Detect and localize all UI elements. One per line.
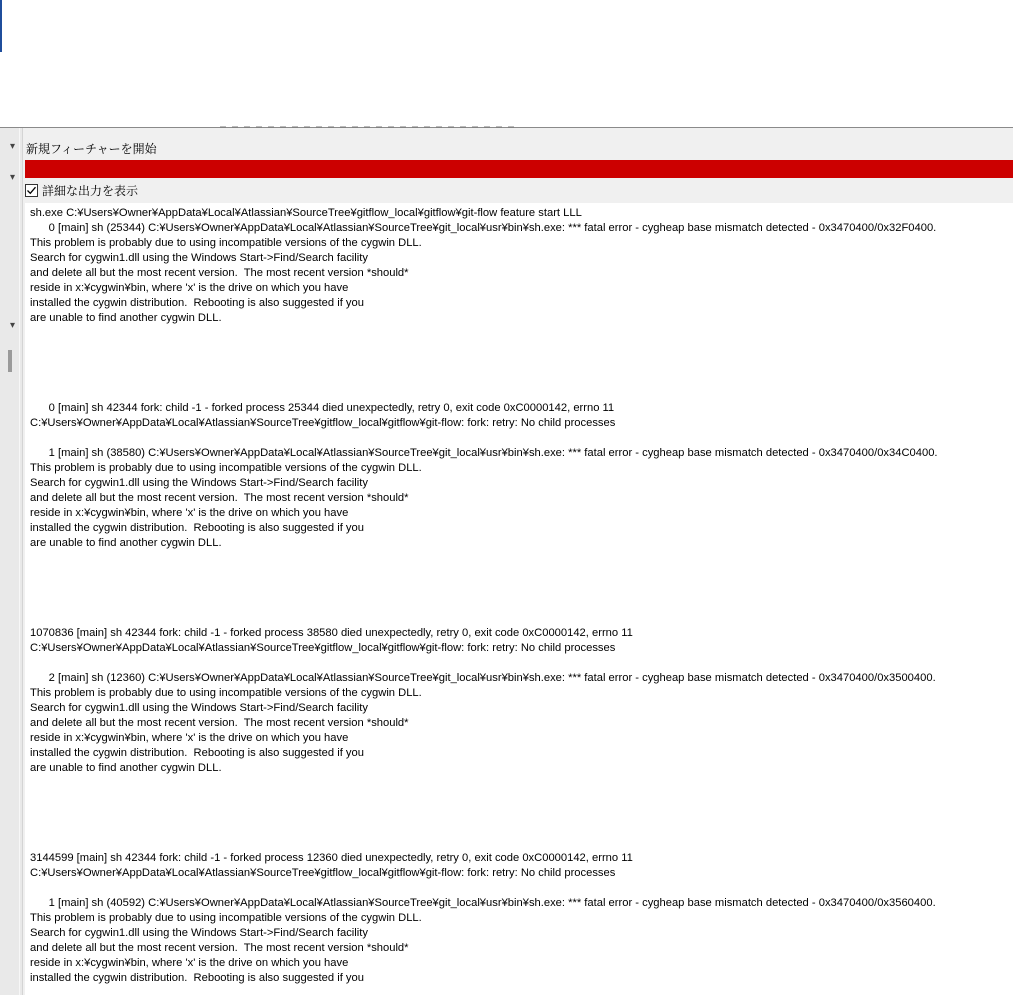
checkmark-icon: [26, 185, 37, 196]
verbose-output-checkbox[interactable]: [25, 181, 138, 199]
window-accent-bar: [0, 0, 2, 52]
verbose-output-label: 詳細な出力を表示: [42, 183, 139, 198]
chevron-down-icon: ▾: [10, 172, 16, 183]
chevron-down-icon: ▾: [10, 141, 16, 152]
chevron-down-icon: ▾: [10, 320, 16, 331]
background-window-area: [0, 0, 1013, 127]
scroll-indicator: [8, 350, 12, 372]
progress-bar: [25, 160, 1013, 178]
output-log-text: sh.exe C:¥Users¥Owner¥AppData¥Local¥Atlassian¥SourceTree¥gitflow_local¥gitflow¥git-flow feature start LLL 0 [main] sh (25344) C:¥Users¥Owner¥AppData¥Local¥Atlassian¥SourceTree¥git_local¥usr¥bin¥sh.exe: *** fatal error - cygheap base mismatch detected - 0x3470400/0x32F0400. This problem is probably due to using incompatible versions of the cygwin DLL. Search for cygwin1.dll using the Windows Start->Find/Search facility and delete all but the most recent version. The most recent version *should* reside in x:¥cygwin¥bin, where 'x' is the drive on which you have installed the cygwin distribution. Rebooting is also suggested if you are unable to find another cygwin DLL. 0 [main] sh 42344 fork: child -1 - forked process 25344 died unexpectedly, retry 0, exit code 0xC0000142, errno 11 C:¥Users¥Owner¥AppData¥Local¥Atlassian¥SourceTree¥gitflow_local¥gitflow¥git-flow: fork: retry: No child processes 1 [main] sh (38580) C:¥Users¥Owner¥AppData¥Local¥Atlassian¥SourceTree¥git_local¥usr¥bin¥sh.exe: *** fatal error - cygheap base mismatch detected - 0x3470400/0x34C0400. This problem is probably due to using incompatible versions of the cygwin DLL. Search for cygwin1.dll using the Windows Start->Find/Search facility and delete all but the most recent version. The most recent version *should* reside in x:¥cygwin¥bin, where 'x' is the drive on which you have installed the cygwin distribution. Rebooting is also suggested if you are unable to find another cygwin DLL. 1070836 [main] sh 42344 fork: child -1 - forked process 38580 died unexpectedly, retry 0, exit code 0xC0000142, errno 11 C:¥Users¥Owner¥AppData¥Local¥Atlassian¥SourceTree¥gitflow_local¥gitflow¥git-flow: fork: retry: No child processes 2 [main] sh (12360) C:¥Users¥Owner¥AppData¥Local¥Atlassian¥SourceTree¥git_local¥usr¥bin¥sh.exe: *** fatal error - cygheap base mismatch detected - 0x3470400/0x3500400. This problem is probably due to using incompatible versions of the cygwin DLL. Search for cygwin1.dll using the Windows Start->Find/Search facility and delete all but the most recent version. The most recent version *should* reside in x:¥cygwin¥bin, where 'x' is the drive on which you have installed the cygwin distribution. Rebooting is also suggested if you are unable to find another cygwin DLL. 3144599 [main] sh 42344 fork: child -1 - forked process 12360 died unexpectedly, retry 0, exit code 0xC0000142, errno 11 C:¥Users¥Owner¥AppData¥Local¥Atlassian¥SourceTree¥gitflow_local¥gitflow¥git-flow: fork: retry: No child processes 1 [main] sh (40592) C:¥Users¥Owner¥AppData¥Local¥Atlassian¥SourceTree¥git_local¥usr¥bin¥sh.exe: *** fatal error - cygheap base mismatch detected - 0x3470400/0x3560400. This problem is probably due to using incompatible versions of the cygwin DLL. Search for cygwin1.dll using the Windows Start->Find/Search facility and delete all but the most recent version. The most recent version *should* reside in x:¥cygwin¥bin, where 'x' is the drive on which you have installed the cygwin distribution. Rebooting is also suggested if you: [30, 207, 938, 984]
checkbox[interactable]: [25, 184, 38, 197]
dialog-title: 新規フィーチャーを開始: [26, 142, 157, 156]
start-feature-dialog: [23, 128, 1013, 995]
progress-bar-fill: [25, 160, 1013, 178]
output-log-panel[interactable]: [25, 203, 1013, 995]
edge-highlight: [19, 128, 20, 995]
